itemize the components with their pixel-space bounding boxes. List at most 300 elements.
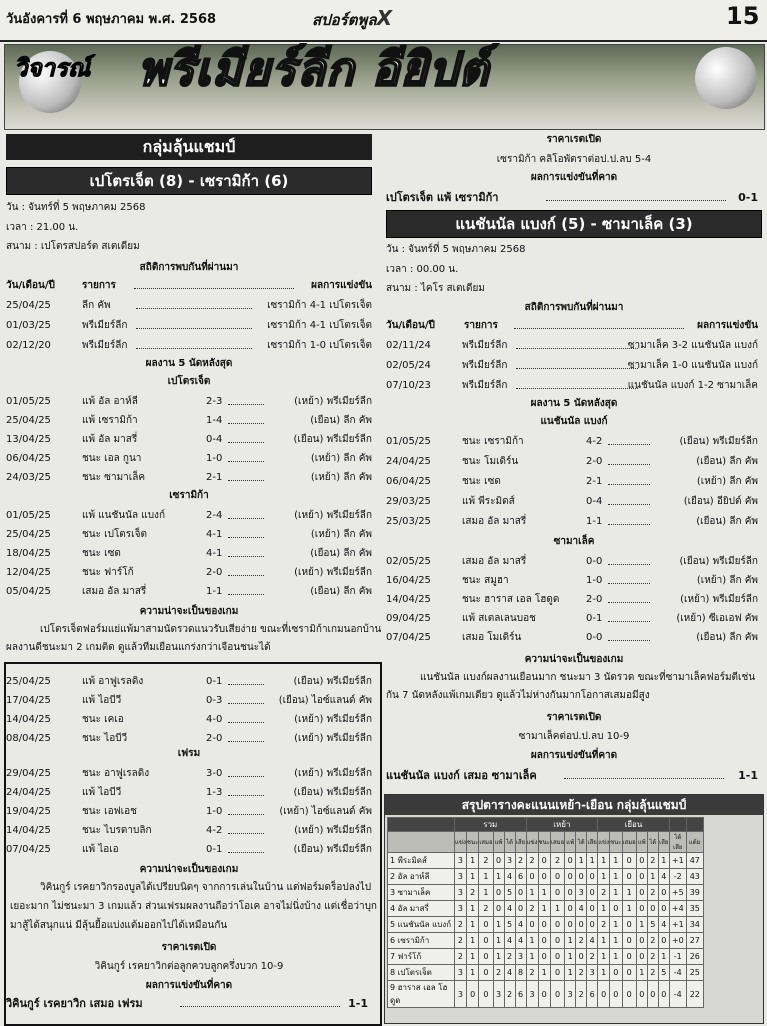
form-date: 24/04/25 [386, 456, 431, 467]
standings-cell: 0 [636, 933, 647, 949]
standings-cell: 2 [647, 933, 658, 949]
standings-cell: 4 [504, 869, 515, 885]
standings-cell: 1 [622, 885, 636, 901]
standings-cell: 2 [647, 949, 658, 965]
standings-cell: 3 [587, 965, 598, 981]
form-score: 4-0 [206, 714, 223, 725]
football-icon [695, 47, 757, 109]
form-score: 1-0 [206, 453, 223, 464]
standings-subhead-cell: แพ้ [565, 832, 576, 853]
h2h-result: ซามาเล็ค 3-2 แนชันนัล แบงก์ [627, 340, 758, 351]
standings-group-head: เหย้า [526, 818, 598, 832]
standings-cell: 0 [565, 917, 576, 933]
form-opponent: ชนะ เอล กูนา [82, 453, 142, 464]
standings-cell: 4 [515, 933, 526, 949]
dotted-leader [228, 768, 264, 777]
standings-cell: 1 [636, 917, 647, 933]
dotted-leader [608, 476, 650, 485]
form-opponent: ชนะ ฟาร์โก้ [82, 567, 134, 578]
form-opponent: แพ้ ไอบีวี [82, 787, 122, 798]
standings-cell: 1 [622, 901, 636, 917]
standings-subhead-cell: เสมอ [622, 832, 636, 853]
chance-title: ความน่าจะเป็นของเกม [139, 606, 239, 617]
dotted-leader [608, 575, 650, 584]
form-opponent: เสมอ อัล มาสรี่ [462, 556, 527, 567]
dotted-leader [228, 806, 264, 815]
standings-team: 4 อัล มาสรี่ [388, 901, 455, 917]
standings-cell: 0 [550, 869, 564, 885]
form-date: 12/04/25 [6, 567, 51, 578]
standings-cell: 4 [515, 917, 526, 933]
dotted-leader [608, 516, 650, 525]
standings-cell: 2 [647, 965, 658, 981]
standings-subhead-cell: เสมอ [479, 832, 493, 853]
standings-cell: 1 [493, 949, 504, 965]
standings-cell: +4 [669, 901, 686, 917]
form-score: 2-1 [206, 472, 223, 483]
standings-cell: 3 [455, 965, 467, 981]
form-date: 17/04/25 [6, 695, 51, 706]
dotted-leader [228, 396, 264, 405]
form-venue-comp: (เหย้า) พรีเมียร์ลีก [294, 714, 372, 725]
form-opponent: ชนะ เปโตรเจ็ต [82, 529, 147, 540]
form-date: 07/04/25 [6, 844, 51, 855]
dotted-leader [608, 436, 650, 445]
standings-cell: 0 [636, 853, 647, 869]
standings-cell: 8 [515, 965, 526, 981]
form-opponent: ชนะ โมเดิร์น [462, 456, 519, 467]
odds-text: เซรามิก้า คลิโอพัตราต่อป.ป.ลบ 5-4 [496, 154, 652, 165]
form-venue-comp: (เหย้า) พรีเมียร์ลีก [294, 567, 372, 578]
h2h-date: 02/12/20 [6, 340, 51, 351]
form-score: 4-2 [206, 825, 223, 836]
standings-subhead-cell: เสีย [587, 832, 598, 853]
match-time: เวลา : 21.00 น. [6, 222, 79, 233]
dotted-leader [228, 733, 264, 742]
form-opponent: แพ้ ไอเอ [82, 844, 119, 855]
form-title: ผลงาน 5 นัดหลังสุด [145, 358, 233, 369]
form-date: 01/05/25 [6, 396, 51, 407]
form-date: 05/04/25 [6, 586, 51, 597]
form-date: 18/04/25 [6, 548, 51, 559]
form-venue-comp: (เยือน) ลีก คัพ [310, 548, 372, 559]
standings-cell: 1 [598, 869, 610, 885]
match-time: เวลา : 00.00 น. [386, 264, 459, 275]
form-opponent: แพ้ อาฟูเรลดิง [82, 676, 144, 687]
standings-cell: 1 [466, 917, 478, 933]
dotted-leader [136, 300, 252, 309]
form-date: 13/04/25 [6, 434, 51, 445]
standings-cell: 3 [455, 901, 467, 917]
standings-cell: 0 [658, 901, 669, 917]
brand-logo: สปอร์ตพูลX [312, 6, 392, 30]
form-date: 24/03/25 [6, 472, 51, 483]
dotted-leader [228, 844, 264, 853]
standings-cell: 1 [610, 853, 622, 869]
standings-cell: 1 [466, 965, 478, 981]
standings-cell: 26 [686, 949, 703, 965]
standings-cell: 22 [686, 981, 703, 1008]
form-date: 16/04/25 [386, 575, 431, 586]
form-score: 0-3 [206, 695, 223, 706]
standings-table [387, 817, 704, 1008]
standings-cell: -4 [669, 965, 686, 981]
form-score: 0-1 [206, 844, 223, 855]
standings-cell: 6 [515, 869, 526, 885]
standings-cell: 0 [550, 933, 564, 949]
form-score: 2-3 [206, 396, 223, 407]
form-venue-comp: (เยือน) ลีก คัพ [310, 586, 372, 597]
standings-cell: 3 [455, 885, 467, 901]
standings-cell: 4 [576, 901, 587, 917]
dotted-leader [608, 632, 650, 641]
standings-cell: 35 [686, 901, 703, 917]
form-venue-comp: (เหย้า) ลีก คัพ [310, 472, 372, 483]
standings-group-head: รวม [455, 818, 527, 832]
standings-subhead-cell: ได้ [647, 832, 658, 853]
standings-cell: 43 [686, 869, 703, 885]
standings-cell: 0 [636, 885, 647, 901]
form-opponent: เสมอ อัล มาสรี่ [462, 516, 527, 527]
standings-cell: 1 [610, 933, 622, 949]
standings-cell: 2 [576, 981, 587, 1008]
standings-cell: 4 [587, 933, 598, 949]
form-score: 2-0 [206, 733, 223, 744]
standings-cell: 1 [565, 965, 576, 981]
prediction-title: ผลการแข่งขันที่คาด [530, 750, 618, 761]
standings-cell: 1 [526, 933, 538, 949]
standings-row [388, 885, 704, 901]
form-date: 01/05/25 [6, 510, 51, 521]
standings-subhead-cell: เสีย [658, 832, 669, 853]
form-date: 02/05/25 [386, 556, 431, 567]
standings-cell: +5 [669, 885, 686, 901]
standings-cell: 1 [466, 901, 478, 917]
form-score: 1-3 [206, 787, 223, 798]
h2h-date: 01/03/25 [6, 320, 51, 331]
form-venue-comp: (เยือน) ลีก คัพ [310, 415, 372, 426]
form-venue-comp: (เยือน) ไอซ์แลนด์ คัพ [278, 695, 372, 706]
form-opponent: แพ้ แนชันนัล แบงก์ [82, 510, 165, 521]
form-opponent: ชนะ เอฟเอช [82, 806, 137, 817]
standings-cell: 0 [587, 901, 598, 917]
standings-cell: 3 [455, 981, 467, 1008]
form-score: 2-1 [586, 476, 603, 487]
dotted-leader [136, 320, 252, 329]
standings-cell: 1 [526, 949, 538, 965]
standings-team: 6 เซรามิก้า [388, 933, 455, 949]
h2h-competition: พรีเมียร์ลีก [462, 380, 508, 391]
standings-subhead-cell: ชนะ [466, 832, 478, 853]
h2h-date: 02/05/24 [386, 360, 431, 371]
standings-team: 2 อัล อาห์ลี [388, 869, 455, 885]
standings-cell: 1 [598, 853, 610, 869]
chance-text: วิคินกูร์ เรคยาวิกรองบูลได้เปรียบนิดๆ จากการเล่นในบ้าน แต่ฟอร์มดร็อปลงไป [40, 882, 372, 893]
form-venue-comp: (เยือน) ลีก คัพ [696, 516, 758, 527]
dotted-leader [516, 360, 638, 369]
form-date: 24/04/25 [6, 787, 51, 798]
standings-subhead-cell: ได้เสีย [669, 832, 686, 853]
form-venue-comp: (เยือน) พรีเมียร์ลีก [293, 676, 372, 687]
standings-cell: 0 [550, 917, 564, 933]
form-score: 4-2 [586, 436, 603, 447]
standings-head-gd [669, 818, 686, 832]
form-opponent: เสมอ โมเดิร์น [462, 632, 522, 643]
h2h-result: ซามาเล็ค 1-0 แนชันนัล แบงก์ [627, 360, 758, 371]
standings-cell: 3 [493, 981, 504, 1008]
form-date: 14/04/25 [6, 714, 51, 725]
form-date: 25/03/25 [386, 516, 431, 527]
form-opponent: ชนะ ไอบีวี [82, 733, 128, 744]
form-date: 29/04/25 [6, 768, 51, 779]
dotted-leader [228, 472, 264, 481]
standings-cell: 1 [565, 949, 576, 965]
form-opponent: เสมอ อัล มาสรี่ [82, 586, 147, 597]
standings-cell: 1 [610, 885, 622, 901]
standings-cell: 0 [647, 901, 658, 917]
form-opponent: ชนะ ฮาราส เอล โฮดูด [462, 594, 560, 605]
standings-row [388, 933, 704, 949]
standings-cell: 0 [538, 949, 550, 965]
match-day: วัน : จันทร์ที่ 5 พฤษภาคม 2568 [6, 202, 146, 213]
h2h-competition: พรีเมียร์ลีก [462, 340, 508, 351]
standings-cell: 2 [576, 965, 587, 981]
chance-text: ผลงานดีชนะมา 2 เกมติด ดูแล้วทีมเยือนแกร่งกว่าเจือนชนะได้ [6, 642, 271, 653]
standings-team: 8 เปโตรเจ็ต [388, 965, 455, 981]
form-date: 06/04/25 [6, 453, 51, 464]
standings-cell: 3 [576, 885, 587, 901]
standings-team: 7 ฟาร์โก้ [388, 949, 455, 965]
standings-cell: 0 [565, 885, 576, 901]
form-date: 29/03/25 [386, 496, 431, 507]
standings-cell: 1 [466, 853, 478, 869]
standings-cell: 2 [550, 853, 564, 869]
standings-cell: 5 [504, 885, 515, 901]
h2h-result: เซรามิก้า 4-1 เปโตรเจ็ต [267, 300, 372, 311]
form-date: 06/04/25 [386, 476, 431, 487]
standings-title: สรุปตารางคะแนนเหย้า-เยือน กลุ่มลุ้นแชมป์ [385, 795, 763, 815]
dotted-leader [136, 340, 252, 349]
team-b-name: เฟรม [177, 748, 201, 759]
h2h-title: สถิติการพบกันที่ผ่านมา [139, 262, 239, 273]
standings-cell: 0 [493, 885, 504, 901]
standings-cell: 0 [479, 949, 493, 965]
standings-cell: 3 [526, 981, 538, 1008]
standings-cell: 0 [479, 933, 493, 949]
h2h-competition: พรีเมียร์ลีก [462, 360, 508, 371]
standings-cell: 0 [550, 965, 564, 981]
form-opponent: แพ้ พีระมิดส์ [462, 496, 515, 507]
standings-cell: 0 [479, 917, 493, 933]
standings-cell: 1 [636, 965, 647, 981]
standings-table-panel [384, 794, 764, 1024]
standings-cell: +0 [669, 933, 686, 949]
odds-text: ซามาเล็คต่อป.ป.ลบ 10-9 [518, 731, 630, 742]
standings-row [388, 981, 704, 1008]
standings-cell: 5 [647, 917, 658, 933]
standings-subhead-cell: ชนะ [538, 832, 550, 853]
issue-date: วันอังคารที่ 6 พฤษภาคม พ.ศ. 2568 [6, 12, 217, 27]
form-opponent: ชนะ เซด [462, 476, 501, 487]
standings-cell: -1 [669, 949, 686, 965]
standings-row [388, 917, 704, 933]
chance-text: แนชันนัล แบงก์ผลงานเยือนมาก ชนะมา 3 นัดรวด ขณะที่ซามาเล็คฟอร์มตีเช่น [420, 672, 756, 683]
form-venue-comp: (เยือน) ลีก คัพ [696, 456, 758, 467]
standings-cell: 0 [493, 901, 504, 917]
standings-team: 9 ฮาราส เอล โฮดูด [388, 981, 455, 1008]
standings-cell: 1 [610, 949, 622, 965]
standings-subhead-cell: เสีย [515, 832, 526, 853]
form-venue-comp: (เหย้า) ซีเอเอฟ คัพ [676, 613, 758, 624]
standings-cell: 1 [598, 901, 610, 917]
standings-cell: 0 [610, 981, 622, 1008]
standings-cell: -2 [669, 869, 686, 885]
standings-cell: 0 [538, 981, 550, 1008]
form-score: 4-1 [206, 529, 223, 540]
standings-cell: 0 [515, 885, 526, 901]
standings-cell: 1 [598, 933, 610, 949]
form-venue-comp: (เหย้า) พรีเมียร์ลีก [294, 396, 372, 407]
form-date: 25/04/25 [6, 676, 51, 687]
standings-cell: 0 [658, 885, 669, 901]
dotted-leader [608, 594, 650, 603]
team1-name: เปโตรเจ็ต [167, 376, 211, 387]
form-score: 2-0 [586, 594, 603, 605]
dotted-leader [608, 456, 650, 465]
standings-cell: 6 [587, 981, 598, 1008]
standings-cell: 0 [610, 965, 622, 981]
standings-cell: 1 [466, 949, 478, 965]
standings-cell: 0 [658, 933, 669, 949]
form-venue-comp: (เหย้า) พรีเมียร์ลีก [294, 510, 372, 521]
dotted-leader [228, 529, 264, 538]
dotted-leader [228, 548, 264, 557]
match-venue: สนาม : เปโตรสปอร์ต สเตเดียม [6, 241, 140, 252]
standings-cell: 2 [493, 965, 504, 981]
standings-cell: 1 [576, 853, 587, 869]
dotted-leader [608, 613, 650, 622]
standings-cell: 0 [587, 869, 598, 885]
form-date: 19/04/25 [6, 806, 51, 817]
form-venue-comp: (เหย้า) พรีเมียร์ลีก [294, 825, 372, 836]
standings-cell: 2 [466, 885, 478, 901]
standings-cell: 0 [622, 933, 636, 949]
standings-cell: 25 [686, 965, 703, 981]
standings-cell: 1 [538, 885, 550, 901]
standings-cell: 1 [647, 869, 658, 885]
standings-cell: 47 [686, 853, 703, 869]
standings-cell: 0 [636, 949, 647, 965]
standings-cell: 1 [493, 917, 504, 933]
standings-cell: 0 [622, 981, 636, 1008]
standings-head-pts [686, 818, 703, 832]
standings-cell: 0 [598, 981, 610, 1008]
form-date: 07/04/25 [386, 632, 431, 643]
standings-cell: 1 [493, 933, 504, 949]
standings-cell: 2 [455, 933, 467, 949]
standings-cell: 1 [479, 885, 493, 901]
standings-cell: 0 [587, 917, 598, 933]
standings-cell: 0 [538, 869, 550, 885]
standings-cell: 1 [538, 965, 550, 981]
standings-cell: 2 [504, 949, 515, 965]
dotted-leader [516, 340, 638, 349]
form-score: 3-0 [206, 768, 223, 779]
standings-subhead-cell: เสมอ [550, 832, 564, 853]
standings-row [388, 965, 704, 981]
standings-subhead-cell: แต้ม [686, 832, 703, 853]
standings-cell: 2 [576, 933, 587, 949]
standings-subhead-cell: แพ้ [493, 832, 504, 853]
standings-cell: 0 [565, 869, 576, 885]
standings-cell: 0 [538, 933, 550, 949]
h2h-competition: พรีเมียร์ลีก [82, 320, 128, 331]
standings-cell: 2 [526, 965, 538, 981]
form-score: 1-1 [586, 516, 603, 527]
standings-cell: 3 [455, 853, 467, 869]
standings-cell: 0 [622, 949, 636, 965]
standings-cell: 2 [647, 853, 658, 869]
form-venue-comp: (เหย้า) ลีก คัพ [310, 529, 372, 540]
standings-cell: 0 [538, 853, 550, 869]
form-score: 2-4 [206, 510, 223, 521]
standings-subhead-cell: ชนะ [610, 832, 622, 853]
standings-cell: 0 [565, 901, 576, 917]
standings-cell: 0 [576, 869, 587, 885]
team2-name: เซรามิก้า [169, 490, 209, 501]
standings-subhead [388, 832, 455, 853]
standings-cell: 0 [647, 981, 658, 1008]
standings-cell: 6 [515, 981, 526, 1008]
dotted-leader [608, 556, 650, 565]
h2h-title: สถิติการพบกันที่ผ่านมา [524, 302, 624, 313]
form-opponent: แพ้ อัล มาสรี่ [82, 434, 138, 445]
standings-cell: 0 [622, 965, 636, 981]
chance-text: เปโตรเจ็ตฟอร์มแย่แพ้มาสามนัดรวดแนวรับเสียง่าย ขณะที่เซรามิก้าเกมนอกบ้าน [40, 624, 382, 635]
form-opponent: แพ้ สเตลเลนบอช [462, 613, 536, 624]
standings-cell: 2 [479, 901, 493, 917]
standings-cell: 1 [587, 853, 598, 869]
standings-head-team [388, 818, 455, 832]
form-date: 25/04/25 [6, 415, 51, 426]
form-date: 09/04/25 [386, 613, 431, 624]
standings-cell: 4 [504, 901, 515, 917]
standings-cell: 1 [550, 901, 564, 917]
h2h-result: แนชันนัล แบงก์ 1-2 ซามาเล็ค [627, 380, 758, 391]
h2h-competition: ลีก คัพ [82, 300, 111, 311]
standings-subhead-cell: แข่ง [455, 832, 467, 853]
standings-cell: 1 [466, 933, 478, 949]
standings-cell: 2 [515, 853, 526, 869]
standings-cell: +1 [669, 917, 686, 933]
standings-cell: 0 [538, 917, 550, 933]
standings-cell: 2 [455, 949, 467, 965]
dotted-leader [228, 586, 264, 595]
standings-cell: 0 [622, 869, 636, 885]
dotted-leader [228, 510, 264, 519]
standings-team: 5 แนชันนัล แบงก์ [388, 917, 455, 933]
standings-cell: 1 [565, 933, 576, 949]
form-venue-comp: (เยือน) พรีเมียร์ลีก [293, 434, 372, 445]
prediction-title: ผลการแข่งขันที่คาด [145, 980, 233, 991]
standings-cell: 0 [493, 853, 504, 869]
form-score: 1-0 [586, 575, 603, 586]
standings-row [388, 853, 704, 869]
standings-team: 1 พีระมิดส์ [388, 853, 455, 869]
form-title: ผลงาน 5 นัดหลังสุด [530, 398, 618, 409]
form-score: 0-4 [206, 434, 223, 445]
form-venue-comp: (เยือน) พรีเมียร์ลีก [293, 787, 372, 798]
